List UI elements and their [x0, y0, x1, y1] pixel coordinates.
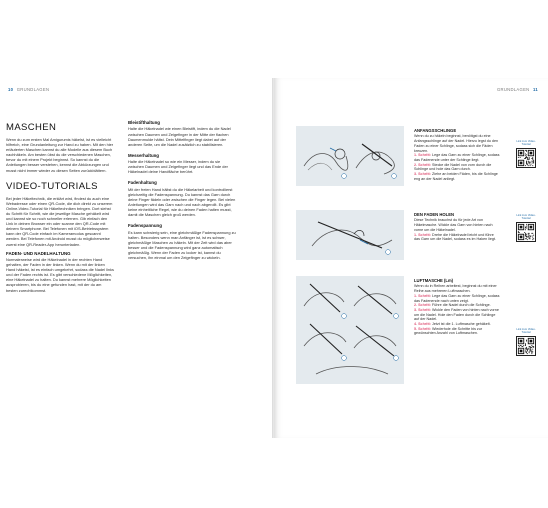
left-running-head — [6, 87, 49, 92]
technique-heading: Fadenhaltung — [128, 180, 157, 186]
page-number: 11 — [532, 87, 538, 92]
body-paragraph: Halte die Häkelnadel wie einen Bleistift, indem du die Nadel zwischen Daumen und Zeigefinger in der Mitte der flachen Daumenmulde hältst. Dein Mittelfinger liegt dabei auf der anderen Seite, um die Nadel zusätzlich zu stabilisieren. — [128, 126, 231, 147]
qr-note: Link zum Video-Tutorial — [516, 214, 536, 221]
illustration-anfangsschlinge — [296, 126, 404, 186]
step-number: 3. Schritt: — [414, 172, 432, 177]
step-number: 1. Schritt: — [414, 293, 432, 298]
qr-block-3 — [514, 328, 538, 356]
technique-heading: Fadenspannung — [128, 223, 162, 229]
technique-heading: Bleistifthaltung — [128, 120, 160, 125]
technique-section — [128, 120, 236, 147]
step-number: 1. Schritt: — [414, 232, 432, 237]
qr-block-1 — [514, 140, 538, 168]
technique-section — [128, 223, 236, 260]
qr-note: Link zum Video-Tutorial — [516, 140, 536, 147]
step-text: Wiederhole die Schritte bis zur gewünschten Anzahl von Luftmaschen. — [414, 326, 483, 336]
step-number: 2. Schritt: — [414, 162, 432, 167]
step-text: Stecke die Nadel von vorn durch die Schlinge und hole das Garn durch. — [414, 162, 492, 172]
step-instruction — [414, 233, 500, 242]
step-instruction — [414, 163, 500, 172]
qr-code-icon[interactable] — [516, 336, 536, 356]
step-text: Wickle den Faden von hinten nach vorne um die Nadel. Hole den Faden durch die Schlinge auf der Nadel. — [414, 307, 499, 322]
left-column-2 — [128, 120, 236, 266]
technique-section — [128, 153, 236, 175]
body-paragraph: Bei jeder Häkeltechnik, die erklärt wird, findest du auch eine Webadresse oder einen QR-Code, die dich direkt zu unserem Online-Video-Tutorial für Häkeltechniken bringen. Dort siehst du Schritt für Schritt, wie die jeweilige Masche gehäkelt wird und kannst sie so noch schneller erlernen. Gib einfach den Link in deinen Browser ein oder scanne den QR-Code mit deinem Smartphone. Bei Telefonen mit iOS-Betriebssystem kann der QR-Code einfach im Kameramodus gescannt werden. Bei Telefonen mit Android musst du möglicherweise zuerst eine QR-Reader-App herunterladen. — [6, 195, 113, 247]
step-text: Ziehe an beiden Fäden, bis die Schlinge eng an der Nadel anliegt. — [414, 172, 498, 181]
step-anfangsschlinge — [414, 128, 500, 181]
step-luftmasche — [414, 278, 500, 336]
step-title: DEN FADEN HOLEN — [414, 212, 455, 217]
crochet-hands-drawing — [296, 210, 404, 260]
step-faden-holen — [414, 212, 500, 242]
crochet-hands-drawing — [296, 276, 404, 384]
step-text: Jetzt ist die 1. Luftmasche gehäkelt. — [432, 322, 491, 327]
step-text: Führe die Nadel durch die Schlinge. — [432, 303, 491, 308]
left-column-1 — [6, 114, 114, 296]
step-number: 2. Schritt: — [414, 303, 432, 308]
step-instruction — [414, 153, 500, 162]
left-page — [0, 78, 274, 438]
qr-code-icon[interactable] — [516, 148, 536, 168]
body-paragraph: Es kann schwierig sein, eine gleichmäßige Fadenspannung zu halten. Besonders wenn man Anfänger ist, ist es schwer, gleichmäßige Maschen zu häkeln. Mit der Zeit wird das aber besser und die Fadenspannung wird ganz automatisch gleichmäßig. Wenn der Faden zu locker ist, kannst du versuchen, ihn einmal um den Zeigefinger zu wickeln. — [128, 229, 236, 261]
subsection-heading: FADEN- UND NADELHALTUNG — [6, 250, 71, 256]
body-paragraph: Normalerweise wird die Häkelnadel in der rechten Hand gehalten, der Faden in der linken. Wenn du mit der linken Hand häkelst, ist es einfach umgekehrt, sodass die Nadel links und der Faden rechts ist. Es gibt verschiedene Möglichkeiten, eine Häkelnadel zu halten. Du kannst mehrere Möglichkeiten ausprobieren, bis du eine gefunden hast, mit der du am besten zurechtkommst. — [6, 257, 114, 293]
running-title: GRUNDLAGEN — [16, 87, 50, 92]
qr-code-icon[interactable] — [516, 222, 536, 242]
step-text: Lege das Garn zu einer Schlinge, sodass das Fadenende nach unten zeigt. — [414, 293, 500, 303]
body-paragraph: Halte die Häkelnadel so wie ein Messer, indem du sie zwischen Daumen und Zeigefinger liegt und das Ende der Häkelnadel deine Handfläche berührt. — [128, 159, 228, 175]
page-number: 10 — [8, 87, 14, 92]
step-instruction — [414, 308, 500, 322]
technique-heading: Messerhaltung — [128, 152, 159, 158]
step-text: Drehe die Häkelnadel leicht und führe das Garn um die Nadel, sodass es im Haken liegt. — [414, 232, 496, 242]
technique-section — [128, 180, 236, 217]
illustration-luftmasche — [296, 276, 404, 384]
step-number: 5. Schritt: — [414, 326, 432, 331]
step-intro: Wenn du in Reihen arbeitest, beginnst du mit einer Reihe aus mehreren Luftmaschen. — [414, 284, 497, 294]
step-number: 4. Schritt: — [414, 322, 432, 327]
running-title: GRUNDLAGEN — [496, 87, 530, 92]
body-paragraph: Mit der freien Hand hältst du die Häkelarbeit und kontrollierst gleichzeitig die Fadenspannung. Du kannst das Garn durch deine Finger fädeln oder zwischen die Finger legen. Bei vielen Anleitungen wird das Garn nach und nach abgerollt. Es gibt keine einheitliche Regel, wie du deinen Faden halten musst, damit die Maschen gleich groß werden. — [128, 186, 236, 218]
right-running-head — [497, 87, 540, 92]
step-intro: Diese Technik brauchst du für jede Art von Häkelmasche. Wickle das Garn von hinten nach vorne um die Häkelnadel. — [414, 218, 493, 232]
step-number: 3. Schritt: — [414, 307, 432, 312]
qr-note: Link zum Video-Tutorial — [516, 328, 536, 335]
step-instruction — [414, 294, 500, 303]
step-title: ANFANGSSCHLINGE — [414, 128, 457, 133]
step-instruction — [414, 327, 500, 336]
section-heading: VIDEO-TUTORIALS — [6, 180, 98, 192]
body-paragraph: Wenn du zum ersten Mal Amigurumis häkelst, ist es vielleicht hilfreich, eine Grundanleitung zur Hand zu haben. Mit den hier erläuterten Maschen kannst du alle Modelle aus diesem Buch nachhäkeln. Am besten übst du die verschiedenen Maschen, bevor du mit einem Projekt beginnst. So kannst du die Anleitungen besser verstehen, kennst die Abkürzungen und musst nicht immer wieder zu diesen Seiten zurückblättern. — [6, 137, 114, 173]
crochet-hands-drawing — [296, 126, 404, 186]
illustration-faden-holen — [296, 210, 404, 260]
step-text: Lege das Garn zu einer Schlinge, sodass das Fadenende unter der Schlinge liegt. — [414, 153, 500, 162]
step-intro: Wenn du zu häkeln beginnst, benötigst du eine Anfangsschlinge auf der Nadel. Hierzu legst du den Faden zu einer Schlinge, sodass sich die Fäden kreuzen. — [414, 134, 499, 153]
step-instruction — [414, 172, 500, 181]
right-page — [274, 78, 548, 438]
qr-block-2 — [514, 214, 538, 242]
section-heading: MASCHEN — [6, 122, 57, 133]
step-title: LUFTMASCHE (Lm) — [414, 278, 454, 283]
book-spread — [0, 78, 548, 438]
step-number: 1. Schritt: — [414, 153, 432, 158]
